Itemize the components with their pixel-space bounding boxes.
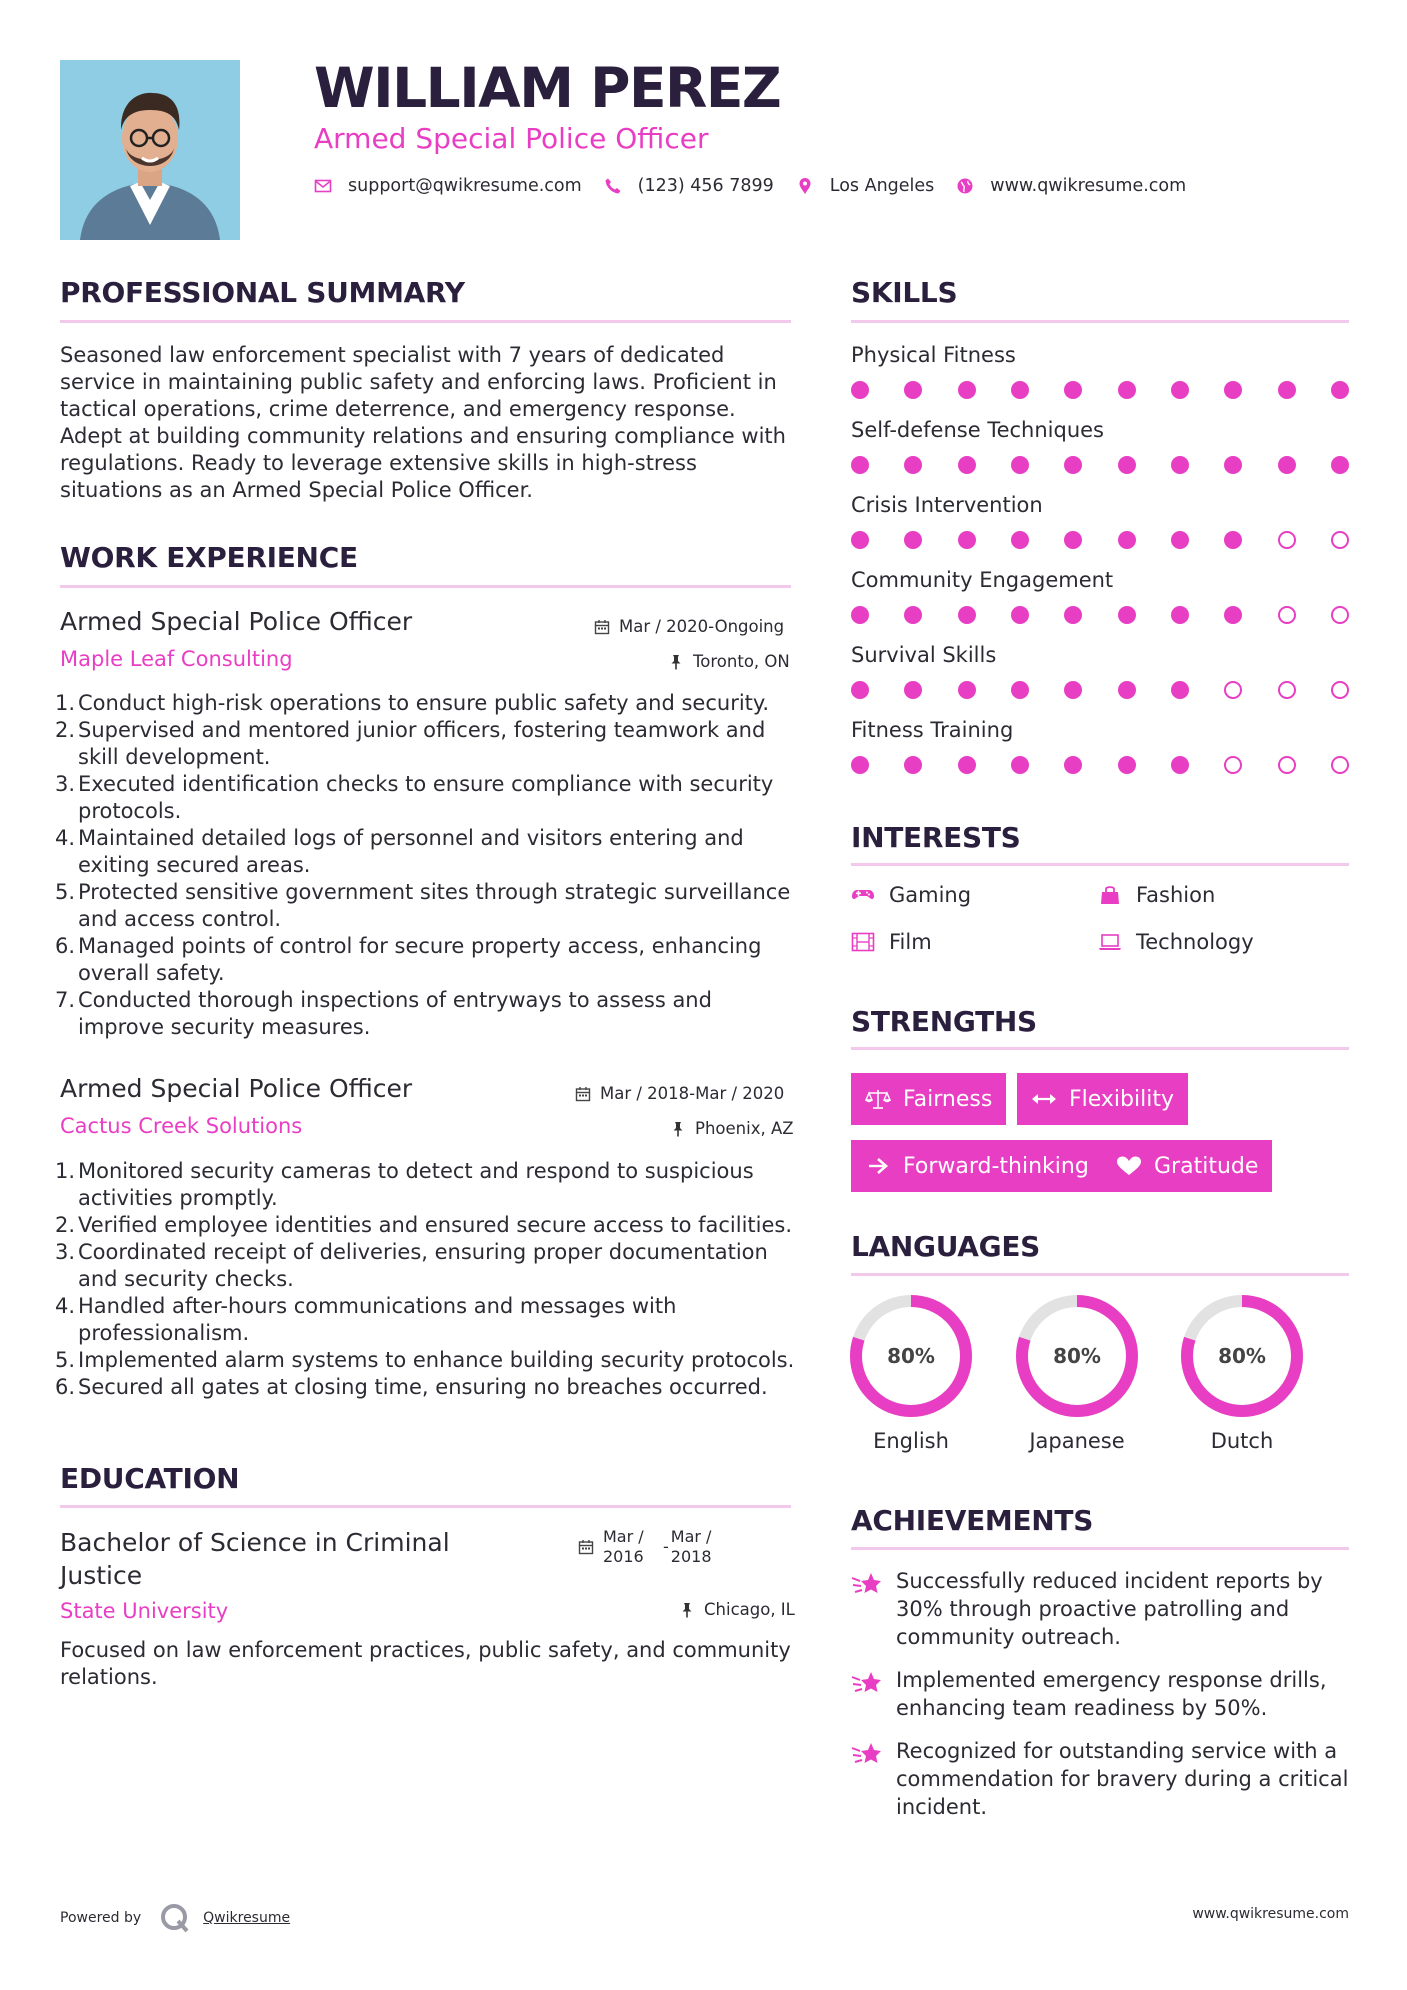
education-end: Mar / 2018 [670,1527,712,1566]
skill-dot-filled [904,456,922,474]
skill-dot-filled [958,456,976,474]
skill-dot-filled [958,606,976,624]
arrows-horizontal-icon [1031,1088,1057,1110]
skill-dot-filled [1011,681,1029,699]
skill-name: Community Engagement [851,568,1114,592]
strength-tag-forward-thinking [851,1140,1103,1192]
calendar-icon [578,1539,594,1555]
list-item: 3. Executed identification checks to ensure compliance with security protocols. [55,772,774,823]
strength-tag-flexibility [1017,1073,1188,1125]
job-2-bullets [55,1158,800,1401]
skill-dot-filled [958,756,976,774]
job-1-bullets [55,690,800,1041]
skill-dot-filled [1224,606,1242,624]
powered-by-label: Powered by [60,1910,142,1926]
skill-dot-filled [851,606,869,624]
skill-dot-filled [1278,381,1296,399]
skill-dot-filled [1064,756,1082,774]
location-text: Los Angeles [829,176,935,196]
pushpin-icon [668,654,684,670]
list-item: 4. Maintained detailed logs of personnel and visitors entering and exiting secured areas. [55,826,744,877]
footer-website[interactable]: www.qwikresume.com [1192,1906,1349,1922]
skill-dot-filled [851,456,869,474]
language-percent: 80% [1053,1344,1101,1368]
languages-heading: LANGUAGES [851,1230,1041,1263]
summary-divider [60,320,791,323]
job-1-dates [594,617,784,636]
interest-fashion [1098,883,1215,907]
job-1-dates-text: Mar / 2020-Ongoing [619,617,785,636]
interest-gaming [851,883,971,907]
list-item: 6. Secured all gates at closing time, ensuring no breaches occurred. [55,1375,768,1399]
language-name: English [873,1429,949,1453]
skill-dot-empty [1331,531,1349,549]
skill-dot-filled [958,531,976,549]
education-dates [578,1527,723,1567]
job-2-location-text: Phoenix, AZ [695,1119,794,1138]
skill-dot-filled [1064,606,1082,624]
experience-divider [60,585,791,588]
contact-location [796,176,935,196]
interests-divider [851,863,1349,866]
contact-website[interactable] [956,176,1186,196]
shooting-star-icon [850,1668,884,1698]
skill-dot-filled [1331,381,1349,399]
interest-label: Fashion [1136,883,1216,907]
summary-text: Seasoned law enforcement specialist with 7 years of dedicated service in maintaining public safety and enforcing laws. Proficient in tactical operations, crime deterrence, and emergency response. Adept at building community relations and ensuring compliance with regulations. Ready to leverage extensive skills in high-stress situations as an Armed Special Police Officer. [60,343,786,502]
skill-rating [851,679,1349,701]
shooting-star-icon [850,1569,884,1599]
profile-photo-illustration [60,60,240,240]
education-heading: EDUCATION [60,1462,240,1495]
calendar-icon [575,1086,591,1102]
job-2-dates-text: Mar / 2018-Mar / 2020 [600,1084,785,1103]
skill-dot-filled [904,606,922,624]
language-name: Japanese [1029,1429,1125,1453]
skill-dot-filled [1011,456,1029,474]
achievement-item [850,1737,1350,1821]
skill-dot-filled [1118,756,1136,774]
achievements-heading: ACHIEVEMENTS [851,1504,1094,1537]
contact-phone[interactable] [604,176,774,196]
skill-dot-filled [851,681,869,699]
calendar-icon [594,619,610,635]
job-1-location [668,652,790,671]
language-percent: 80% [1218,1344,1266,1368]
skill-dot-filled [1118,381,1136,399]
language-gauge [1015,1294,1139,1418]
job-1-title: Armed Special Police Officer [60,607,413,636]
skills-divider [851,320,1349,323]
skill-dot-filled [1171,381,1189,399]
pushpin-icon [679,1602,695,1618]
education-degree: Bachelor of Science in Criminal Justice [60,1528,450,1590]
job-2-title: Armed Special Police Officer [60,1074,413,1103]
interest-film [851,930,932,954]
skill-dot-filled [1011,531,1029,549]
interest-label: Technology [1136,930,1254,954]
interest-label: Gaming [889,883,972,907]
strength-label: Gratitude [1154,1153,1259,1179]
email-text: support@qwikresume.com [348,176,582,196]
strength-label: Flexibility [1069,1086,1174,1112]
date-separator: - [663,1537,669,1556]
skill-dot-filled [1118,531,1136,549]
strength-tag-gratitude [1102,1140,1272,1192]
list-item: 3. Coordinated receipt of deliveries, ensuring proper documentation and security checks. [55,1240,768,1291]
skill-name: Fitness Training [851,718,1014,742]
language-ring [849,1294,973,1418]
skill-name: Crisis Intervention [851,493,1043,517]
skill-rating [851,754,1349,776]
skill-dot-filled [1171,681,1189,699]
shopping-bag-icon [1098,885,1122,905]
list-item: 5. Implemented alarm systems to enhance building security protocols. [55,1348,795,1372]
website-text: www.qwikresume.com [990,176,1187,196]
qwikresume-link[interactable]: Qwikresume [203,1910,291,1926]
job-2-company: Cactus Creek Solutions [60,1114,303,1138]
skill-dot-filled [904,681,922,699]
qwikresume-logo-icon [159,1902,191,1934]
list-item: 1. Conduct high-risk operations to ensure public safety and security. [55,691,770,715]
skill-dot-filled [904,756,922,774]
skill-dot-empty [1278,606,1296,624]
skill-dot-filled [1224,456,1242,474]
contact-email[interactable] [314,176,582,196]
list-item: 4. Handled after-hours communications and messages with professionalism. [55,1294,677,1345]
skill-dot-empty [1224,756,1242,774]
skill-dot-filled [1331,456,1349,474]
skill-dot-filled [1171,531,1189,549]
strengths-heading: STRENGTHS [851,1005,1037,1038]
skill-dot-empty [1278,531,1296,549]
skill-dot-filled [1064,681,1082,699]
summary-heading: PROFESSIONAL SUMMARY [60,276,465,309]
candidate-role: Armed Special Police Officer [314,122,709,155]
pushpin-icon [670,1121,686,1137]
shooting-star-icon [850,1739,884,1769]
profile-photo [60,60,240,240]
experience-heading: WORK EXPERIENCE [60,541,358,574]
education-school: State University [60,1599,229,1623]
phone-text: (123) 456 7899 [637,176,774,196]
list-item: 5. Protected sensitive government sites through strategic surveillance and access control. [55,880,791,931]
skill-dot-empty [1331,756,1349,774]
strength-label: Forward-thinking [903,1153,1089,1179]
skill-dot-filled [1224,531,1242,549]
list-item: 6. Managed points of control for secure property access, enhancing overall safety. [55,934,762,985]
skill-dot-empty [1278,756,1296,774]
skill-dot-empty [1331,606,1349,624]
skill-dot-filled [1064,531,1082,549]
skill-name: Physical Fitness [851,343,1016,367]
languages-divider [851,1273,1349,1276]
language-name: Dutch [1210,1429,1274,1453]
globe-icon [956,177,974,195]
envelope-icon [314,177,332,195]
film-icon [851,932,875,952]
skill-dot-empty [1278,681,1296,699]
job-1-location-text: Toronto, ON [693,652,790,671]
contact-bar [314,176,1208,196]
skill-dot-filled [1118,456,1136,474]
skill-rating [851,604,1349,626]
achievement-text: Implemented emergency response drills, enhancing team readiness by 50%. [896,1668,1327,1720]
list-item: 7. Conducted thorough inspections of entryways to assess and improve security measures. [55,988,712,1039]
gamepad-icon [851,885,875,905]
skill-dot-filled [1171,606,1189,624]
job-1-company: Maple Leaf Consulting [60,647,293,671]
skills-heading: SKILLS [851,276,958,309]
interest-label: Film [889,930,932,954]
heart-icon [1116,1155,1142,1177]
skill-dot-filled [851,756,869,774]
skill-dot-filled [851,381,869,399]
arrow-right-icon [865,1155,891,1177]
skill-dot-filled [904,381,922,399]
skill-dot-filled [904,531,922,549]
strength-label: Fairness [903,1086,993,1112]
skill-rating [851,454,1349,476]
list-item: 1. Monitored security cameras to detect and respond to suspicious activities promptly. [55,1159,754,1210]
balance-scale-icon [865,1088,891,1110]
strengths-divider [851,1047,1349,1050]
language-ring [1015,1294,1139,1418]
job-2-location [670,1119,794,1138]
skill-dot-filled [1011,756,1029,774]
achievement-item [850,1567,1350,1651]
achievements-divider [851,1547,1349,1550]
list-item: 2. Verified employee identities and ensured secure access to facilities. [55,1213,793,1237]
list-item: 2. Supervised and mentored junior officers, fostering teamwork and skill development. [55,718,766,769]
strength-tag-fairness [851,1073,1006,1125]
skill-rating [851,379,1349,401]
skill-dot-filled [1118,681,1136,699]
education-divider [60,1505,791,1508]
skill-name: Survival Skills [851,643,997,667]
achievement-item [850,1666,1350,1722]
skill-dot-filled [1118,606,1136,624]
skill-dot-filled [1171,456,1189,474]
skill-dot-filled [1011,606,1029,624]
skill-dot-filled [851,531,869,549]
achievement-text: Recognized for outstanding service with a commendation for bravery during a critical incident. [896,1739,1349,1819]
skill-dot-filled [1171,756,1189,774]
language-ring [1180,1294,1304,1418]
achievement-text: Successfully reduced incident reports by 30% through proactive patrolling and community outreach. [896,1569,1323,1649]
laptop-icon [1098,932,1122,952]
phone-icon [604,177,622,195]
education-description: Focused on law enforcement practices, public safety, and community relations. [60,1638,791,1689]
interests-heading: INTERESTS [851,821,1021,854]
language-gauge [849,1294,973,1418]
skill-dot-filled [958,681,976,699]
language-percent: 80% [887,1344,935,1368]
skill-dot-filled [1064,456,1082,474]
skill-dot-filled [1278,456,1296,474]
skill-dot-filled [1224,381,1242,399]
skill-name: Self-defense Techniques [851,418,1104,442]
skill-dot-filled [958,381,976,399]
education-start: Mar / 2016 [603,1527,644,1566]
interest-technology [1098,930,1254,954]
skill-dot-empty [1224,681,1242,699]
skill-dot-filled [1011,381,1029,399]
skill-dot-filled [1064,381,1082,399]
education-location [679,1600,795,1619]
powered-by [60,1902,290,1934]
skill-dot-empty [1331,681,1349,699]
skill-rating [851,529,1349,551]
candidate-name: WILLIAM PEREZ [314,56,781,120]
job-2-dates [575,1084,784,1103]
education-location-text: Chicago, IL [704,1600,795,1619]
language-gauge [1180,1294,1304,1418]
map-pin-icon [796,177,814,195]
